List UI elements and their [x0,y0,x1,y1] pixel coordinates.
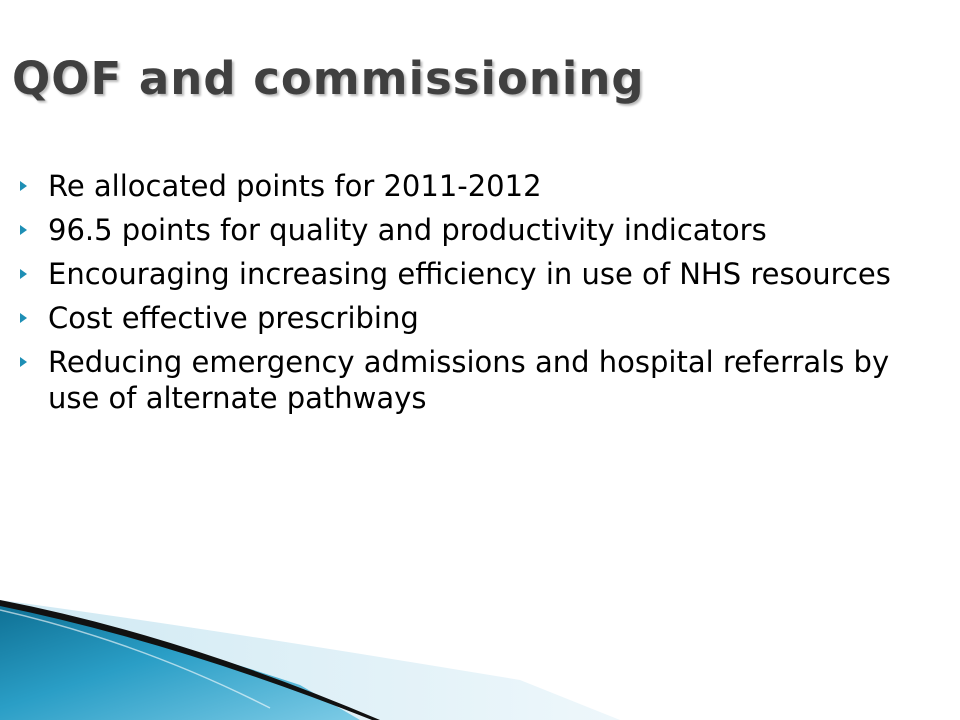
bullet-text: Cost effective prescribing [48,301,419,335]
bullet-arrow-icon [20,269,27,279]
bullet-text: Reducing emergency admissions and hospital referrals by use of alternate pathways [48,345,890,415]
bullet-item [20,300,900,336]
bullet-text: 96.5 points for quality and productivity indicators [48,213,767,247]
bullet-text: Encouraging increasing efficiency in use of NHS resources [48,257,891,291]
bullet-item [20,256,900,292]
bullet-arrow-icon [20,313,27,323]
corner-swoosh-decoration [0,590,960,720]
bullet-text: Re allocated points for 2011-2012 [48,169,542,203]
bullet-arrow-icon [20,357,27,367]
bullet-list [20,168,900,424]
bullet-arrow-icon [20,181,27,191]
bullet-item [20,212,900,248]
bullet-item [20,344,900,416]
bullet-arrow-icon [20,225,27,235]
bullet-item [20,168,900,204]
slide-title: QOF and commissioning [12,52,645,105]
